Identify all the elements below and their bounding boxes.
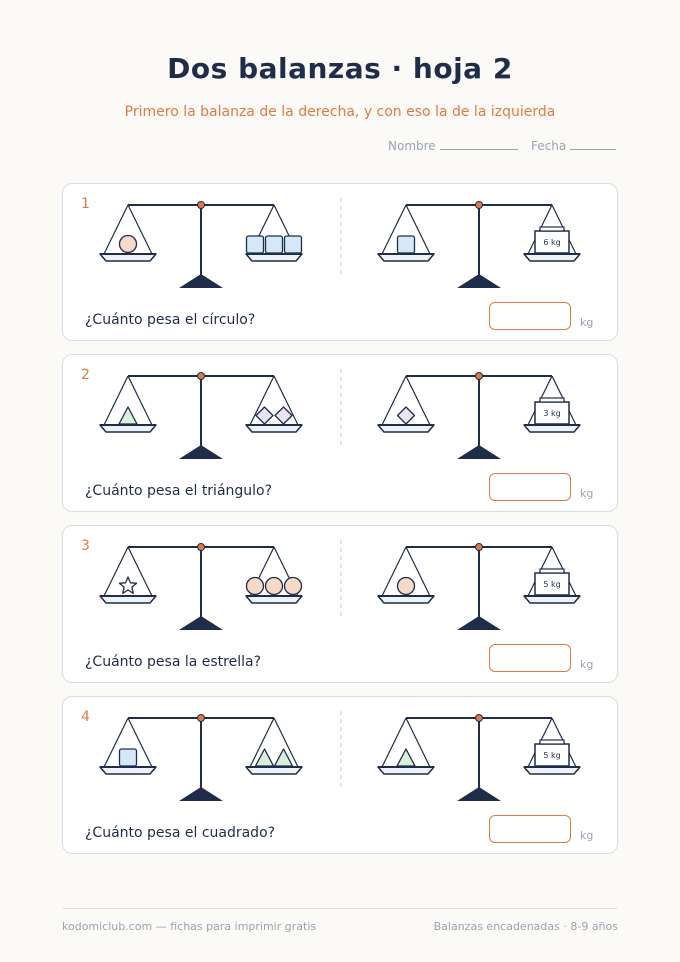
- answer-box[interactable]: [489, 473, 571, 501]
- date-label: Fecha: [531, 139, 567, 153]
- weight-handle: [540, 569, 564, 573]
- weight-handle: [540, 227, 564, 231]
- scale-base: [179, 616, 223, 630]
- question-text: ¿Cuánto pesa el cuadrado?: [85, 825, 276, 841]
- pan-plate: [524, 767, 580, 774]
- pan-plate: [378, 596, 434, 603]
- right-balance-scale: [378, 715, 580, 802]
- left-pan: [100, 205, 156, 261]
- unit-label: kg: [580, 658, 594, 671]
- pan-plate: [100, 767, 156, 774]
- weight-handle: [540, 740, 564, 744]
- circle-shape: [266, 578, 283, 595]
- worksheet-title: Dos balanzas · hoja 2: [167, 52, 513, 85]
- right-pan: [524, 376, 580, 432]
- date-field: [531, 139, 616, 153]
- triangle-shape: [397, 749, 415, 766]
- scales-illustration: [63, 355, 619, 465]
- circle-shape: [285, 578, 302, 595]
- problem-number: 3: [81, 538, 90, 554]
- scale-pivot: [476, 373, 483, 380]
- unit-label: kg: [580, 316, 594, 329]
- right-balance-scale: [378, 544, 580, 631]
- weight-label: 5 kg: [543, 751, 561, 760]
- circle-shape: [247, 578, 264, 595]
- circle-shape: [120, 236, 137, 253]
- scale-base: [457, 445, 501, 459]
- unit-label: kg: [580, 829, 594, 842]
- left-pan: [100, 547, 156, 603]
- pan-plate: [246, 254, 302, 261]
- pan-plate: [246, 596, 302, 603]
- pan-plate: [524, 254, 580, 261]
- answer-box[interactable]: [489, 302, 571, 330]
- problem-card: [62, 525, 618, 683]
- scales-illustration: [63, 697, 619, 807]
- right-balance-scale: [378, 373, 580, 460]
- triangle-shape: [119, 407, 137, 424]
- problem-card: [62, 696, 618, 854]
- diamond-shape: [275, 407, 292, 424]
- pan-plate: [524, 425, 580, 432]
- left-balance-scale: [100, 373, 302, 460]
- left-balance-scale: [100, 544, 302, 631]
- scale-base: [457, 616, 501, 630]
- scale-base: [179, 445, 223, 459]
- left-pan: [378, 205, 434, 261]
- problem-number: 1: [81, 196, 90, 212]
- weight-label: 3 kg: [543, 409, 561, 418]
- question-text: ¿Cuánto pesa el triángulo?: [85, 483, 273, 499]
- right-balance-scale: [378, 202, 580, 289]
- scales-illustration: [63, 184, 619, 294]
- left-pan: [100, 718, 156, 774]
- right-pan: [524, 205, 580, 261]
- right-pan: [246, 718, 302, 774]
- weight-label: 5 kg: [543, 580, 561, 589]
- weight-label: 6 kg: [543, 238, 561, 247]
- problem-number: 4: [81, 709, 90, 725]
- worksheet-subtitle: Primero la balanza de la derecha, y con eso la de la izquierda: [124, 104, 556, 120]
- left-pan: [378, 547, 434, 603]
- pan-plate: [100, 254, 156, 261]
- answer-box[interactable]: [489, 644, 571, 672]
- right-pan: [246, 205, 302, 261]
- unit-label: kg: [580, 487, 594, 500]
- problem-card: [62, 354, 618, 512]
- square-shape: [120, 749, 137, 766]
- right-pan: [246, 547, 302, 603]
- pan-plate: [378, 254, 434, 261]
- pan-plate: [246, 425, 302, 432]
- scale-base: [179, 274, 223, 288]
- right-pan: [524, 547, 580, 603]
- left-pan: [100, 376, 156, 432]
- scale-pivot: [198, 544, 205, 551]
- square-shape: [285, 236, 302, 253]
- square-shape: [247, 236, 264, 253]
- pan-plate: [378, 767, 434, 774]
- scale-base: [179, 787, 223, 801]
- scale-pivot: [476, 715, 483, 722]
- name-label: Nombre: [388, 139, 436, 153]
- left-balance-scale: [100, 715, 302, 802]
- scale-base: [457, 274, 501, 288]
- scale-pivot: [476, 544, 483, 551]
- square-shape: [398, 236, 415, 253]
- scale-pivot: [198, 715, 205, 722]
- pan-plate: [246, 767, 302, 774]
- footer-topic: Balanzas encadenadas · 8-9 años: [433, 920, 618, 933]
- date-line: [570, 139, 616, 150]
- name-line: [440, 139, 518, 150]
- answer-box[interactable]: [489, 815, 571, 843]
- weight-handle: [540, 398, 564, 402]
- question-text: ¿Cuánto pesa la estrella?: [85, 654, 262, 670]
- diamond-shape: [256, 407, 273, 424]
- left-pan: [378, 718, 434, 774]
- diamond-shape: [398, 407, 415, 424]
- footer-divider: [62, 908, 618, 909]
- question-text: ¿Cuánto pesa el círculo?: [85, 312, 256, 328]
- footer-site: kodomiclub.com — fichas para imprimir gratis: [62, 920, 317, 933]
- scale-base: [457, 787, 501, 801]
- circle-shape: [398, 578, 415, 595]
- scale-pivot: [198, 373, 205, 380]
- scale-pivot: [476, 202, 483, 209]
- problem-number: 2: [81, 367, 90, 383]
- left-pan: [378, 376, 434, 432]
- name-field: [388, 139, 518, 153]
- left-balance-scale: [100, 202, 302, 289]
- scales-illustration: [63, 526, 619, 636]
- right-pan: [246, 376, 302, 432]
- square-shape: [266, 236, 283, 253]
- pan-plate: [524, 596, 580, 603]
- scale-pivot: [198, 202, 205, 209]
- problem-card: [62, 183, 618, 341]
- star-shape: [119, 577, 136, 593]
- pan-plate: [100, 596, 156, 603]
- right-pan: [524, 718, 580, 774]
- pan-plate: [100, 425, 156, 432]
- pan-plate: [378, 425, 434, 432]
